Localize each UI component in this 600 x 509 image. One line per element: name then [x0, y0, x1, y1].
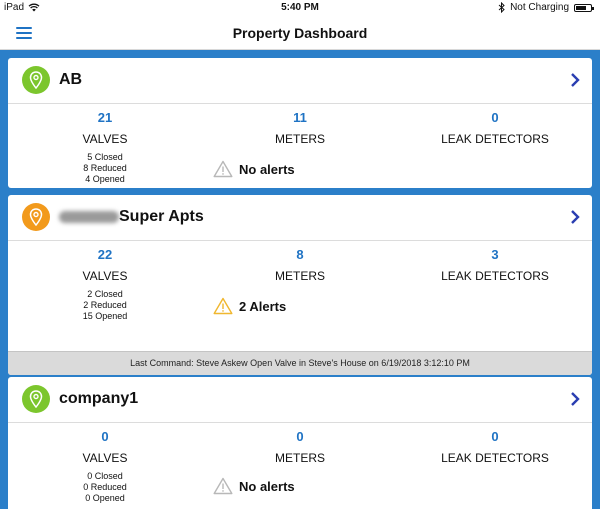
- property-card-company1: [8, 377, 592, 509]
- location-pin-icon: [22, 66, 50, 94]
- meters-label: METERS: [274, 451, 325, 465]
- leak-detectors-stat[interactable]: [398, 247, 592, 283]
- alerts-text: 2 Alerts: [239, 298, 287, 314]
- valves-stat[interactable]: [8, 247, 202, 283]
- chevron-right-icon[interactable]: [568, 72, 582, 88]
- valves-reduced: 0 Reduced: [83, 482, 127, 492]
- property-card-header[interactable]: [8, 58, 592, 104]
- battery-icon: [574, 4, 592, 12]
- status-right: [498, 2, 592, 13]
- warning-icon: [213, 160, 233, 178]
- redacted-text: [59, 211, 119, 223]
- chevron-right-icon[interactable]: [568, 391, 582, 407]
- warning-icon: [213, 477, 233, 495]
- leak-detectors-label: LEAK DETECTORS: [441, 132, 549, 146]
- meters-label: METERS: [274, 269, 325, 283]
- page-title: Property Dashboard: [232, 25, 368, 41]
- alerts-indicator[interactable]: [213, 297, 286, 315]
- property-name: company1: [59, 390, 139, 407]
- clock: 5:40 PM: [281, 2, 319, 13]
- meters-stat[interactable]: [203, 110, 397, 146]
- location-pin-icon: [22, 385, 50, 413]
- valves-count: 0: [101, 429, 109, 444]
- alerts-text: No alerts: [239, 478, 295, 494]
- valves-stat[interactable]: [8, 429, 202, 465]
- property-name: AB: [59, 71, 83, 88]
- valves-opened: 0 Opened: [85, 493, 125, 503]
- valves-closed: 5 Closed: [87, 152, 123, 162]
- valve-breakdown: [8, 289, 202, 322]
- chevron-right-icon[interactable]: [568, 209, 582, 225]
- alerts-indicator[interactable]: [213, 160, 295, 178]
- valve-breakdown: [8, 152, 202, 185]
- status-bar: [0, 0, 600, 16]
- leak-detectors-label: LEAK DETECTORS: [441, 451, 549, 465]
- meters-count: 8: [296, 247, 304, 262]
- property-name: [59, 208, 204, 226]
- alerts-indicator[interactable]: [213, 477, 295, 495]
- valves-opened: 4 Opened: [85, 174, 125, 184]
- bluetooth-icon: [498, 2, 505, 13]
- valves-label: VALVES: [82, 269, 128, 283]
- location-pin-icon: [22, 203, 50, 231]
- valves-count: 22: [97, 247, 113, 262]
- valves-stat[interactable]: [8, 110, 202, 146]
- nav-bar: [0, 16, 600, 50]
- leak-detectors-label: LEAK DETECTORS: [441, 269, 549, 283]
- property-card-super-apts: [8, 195, 592, 375]
- meters-label: METERS: [274, 132, 325, 146]
- meters-stat[interactable]: [203, 429, 397, 465]
- device-name: iPad: [4, 2, 25, 13]
- warning-icon: [213, 297, 233, 315]
- valves-opened: 15 Opened: [82, 311, 128, 321]
- leak-detectors-count: 0: [491, 429, 499, 444]
- meters-count: 0: [296, 429, 304, 444]
- charging-status: Not Charging: [510, 2, 569, 13]
- leak-detectors-stat[interactable]: [398, 429, 592, 465]
- valves-reduced: 8 Reduced: [83, 163, 127, 173]
- valves-closed: 2 Closed: [87, 289, 123, 299]
- valves-label: VALVES: [82, 451, 128, 465]
- alerts-text: No alerts: [239, 161, 295, 177]
- property-card-ab: [8, 58, 592, 188]
- last-command-bar: Last Command: Steve Askew Open Valve in Steve's House on 6/19/2018 3:12:10 PM: [8, 351, 592, 375]
- leak-detectors-stat[interactable]: [398, 110, 592, 146]
- valve-breakdown: [8, 471, 202, 504]
- valves-reduced: 2 Reduced: [83, 300, 127, 310]
- meters-stat[interactable]: [203, 247, 397, 283]
- property-name-text: Super Apts: [119, 208, 204, 225]
- valves-label: VALVES: [82, 132, 128, 146]
- meters-count: 11: [293, 110, 307, 125]
- property-card-header[interactable]: [8, 377, 592, 423]
- leak-detectors-count: 3: [491, 247, 499, 262]
- leak-detectors-count: 0: [491, 110, 499, 125]
- valves-closed: 0 Closed: [87, 471, 123, 481]
- property-card-header[interactable]: [8, 195, 592, 241]
- valves-count: 21: [97, 110, 113, 125]
